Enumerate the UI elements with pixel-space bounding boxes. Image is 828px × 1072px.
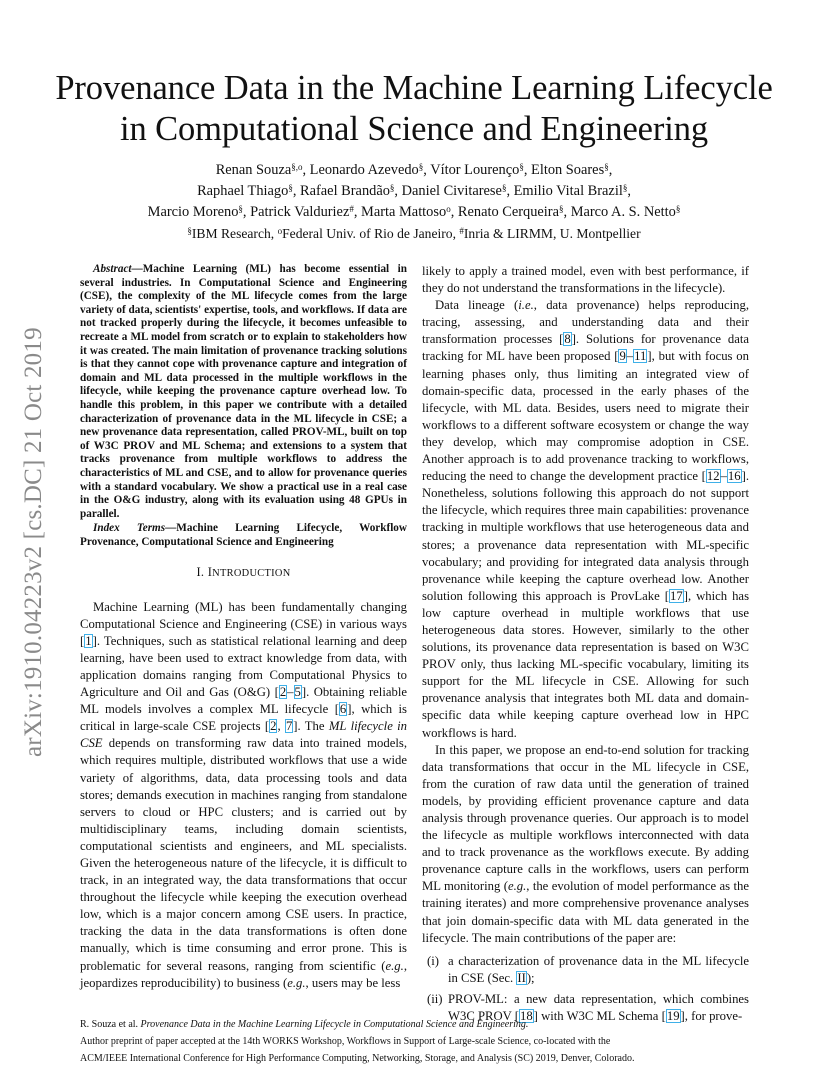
affiliations	[0, 223, 828, 244]
author-name: Emilio Vital Brazil	[513, 183, 623, 199]
citation-link[interactable]: 18	[519, 1009, 533, 1024]
affiliation-mark: o	[277, 226, 283, 236]
citation-link[interactable]: 16	[727, 469, 741, 484]
author-affiliation-mark: §	[501, 183, 507, 193]
abstract-label: Abstract	[93, 263, 132, 275]
citation-link[interactable]: 7	[285, 719, 293, 734]
author-affiliation-mark: §	[418, 162, 424, 172]
author-name: Leonardo Azevedo	[309, 162, 419, 178]
footer-line-3: ACM/IEEE International Conference for High Performance Computing, Networking, Storage, and Analysis (SC) 2019, Denver, Colorado.	[80, 1053, 635, 1064]
author-name: Renato Cerqueira	[457, 204, 559, 220]
author-line-2: Raphael Thiago§, Rafael Brandão§, Daniel Civitarese§, Emilio Vital Brazil§,	[197, 183, 631, 199]
author-affiliation-mark: §	[238, 204, 243, 214]
author-affiliation-mark: §	[558, 204, 564, 214]
author-name: Patrick Valduriez	[250, 204, 350, 220]
arxiv-stamp: arXiv:1910.04223v2 [cs.DC] 21 Oct 2019	[20, 327, 47, 757]
author-affiliation-mark: §	[675, 204, 681, 214]
abstract	[80, 263, 407, 521]
left-column	[80, 263, 407, 992]
contributions-list	[422, 953, 749, 1025]
author-affiliation-mark: o	[446, 204, 451, 214]
list-item: (ii) PROV-ML: a new data representation, which combines W3C PROV [18] with W3C ML Schema [19], for prove-	[427, 991, 749, 1024]
author-affiliation-mark: §	[604, 162, 609, 172]
author-name: Renan Souza	[215, 162, 292, 178]
author-name: Rafael Brandão	[300, 183, 390, 199]
author-line-1: Renan Souza$^{\S,o}$, Leonardo Azevedo§, Vítor Lourenço§, Elton Soares§,	[215, 162, 613, 178]
citation-link[interactable]: 2	[270, 719, 277, 734]
list-item: (i) a characterization of provenance data in the ML lifecycle in CSE (Sec. II);	[427, 953, 749, 985]
citation-link[interactable]: 1	[85, 633, 92, 648]
index-terms-text: —Machine Learning Lifecycle, Workflow Provenance, Computational Science and Engineering	[80, 522, 407, 548]
section-heading-introduction: I. INTRODUCTION	[196, 565, 291, 580]
citation-link[interactable]: 12	[706, 469, 720, 484]
author-name: Elton Soares	[531, 162, 605, 178]
author-affiliation-mark: #	[349, 204, 354, 214]
citation-link[interactable]: 2	[279, 685, 287, 700]
footer-line-1: R. Souza et al. Provenance Data in the Machine Learning Lifecycle in Computational Science and Engineering.	[80, 1019, 529, 1030]
title-line-1: Provenance Data in the Machine Learning Lifecycle	[55, 69, 773, 107]
author-block	[0, 160, 828, 244]
intro-paragraph-3: In this paper, we propose an end-to-end solution for tracking data transformations that occur in the ML lifecycle in CSE, from the curation of raw data until the generation of trained models, by providing efficient provenance capture and data analysis through provenance queries. Our approach is to model the lifecycle as multiple workflows interconnected with data and to track provenance as the workflows execute. By adding provenance capture calls in the workflows, users can perform ML monitoring (e.g., the evolution of model performance as the training iterates) and more comprehensive provenance analyses that join domain-specific data with ML data generated in the lifecycle. The main contributions of the paper are:	[422, 742, 749, 945]
page-footer	[80, 1016, 634, 1067]
author-name: Vítor Lourenço	[430, 162, 520, 178]
citation-link[interactable]: 6	[339, 702, 347, 717]
citation-link[interactable]: 5	[294, 685, 301, 700]
author-affiliation-mark: §	[519, 162, 524, 172]
affiliation-name: IBM Research,	[191, 226, 278, 241]
title-line-2: in Computational Science and Engineering	[119, 110, 709, 148]
affiliation-mark: #	[459, 226, 464, 236]
author-name: Marta Mattoso	[361, 204, 447, 220]
author-name: Daniel Civitarese	[401, 183, 502, 199]
citation-link[interactable]: 9	[619, 349, 626, 364]
index-terms	[80, 522, 407, 549]
citation-link[interactable]: 8	[564, 332, 571, 347]
index-terms-label: Index Terms	[93, 522, 166, 535]
author-name: Marco A. S. Netto	[570, 204, 676, 220]
paper-title	[0, 68, 828, 150]
author-affiliation-mark: §	[622, 183, 628, 193]
right-column	[422, 263, 749, 1029]
author-name: Marcio Moreno	[147, 204, 239, 220]
affiliation-name: Federal Univ. of Rio de Janeiro,	[282, 226, 460, 241]
author-name: Raphael Thiago	[197, 183, 289, 199]
intro-paragraph-2: Data lineage (i.e., data provenance) helps reproducing, tracing, assessing, and understanding data and their transformation processes [8]. Solutions for provenance data tracking for ML have been proposed [9–11], but with focus on learning phases only, thus limiting an integrated view of domain-specific data, processed in the early phases of the lifecycle, with ML data. Besides, users need to migrate their workflows to a different software ecosystem or change the way they develop, which may compromise adoption in CSE. Another approach is to add provenance tracking to workflows, reducing the need to change the development practice [12–16]. Nonetheless, solutions following this approach do not support the lifecycle, which requires three main capabilities: provenance tracking in multiple workflows that use heterogeneous data and stores; a provenance data representation with ML-specific vocabulary; and providing for integrated data analysis through provenance while keeping the capture overhead low. Another solution following this approach is ProvLake [17], which has low capture overhead in multiple workflows that use heterogeneous data stores. However, similarly to the other solutions, its provenance data representation is based on W3C PROV only, thus lacking ML-specific vocabulary, limiting its support for the ML lifecycle in CSE. Allowing for such provenance analysis that integrates both ML data and domain-specific data while keeping capture overhead low in HPC workflows is hard.	[422, 298, 750, 740]
section-link[interactable]: II	[517, 970, 526, 985]
citation-link[interactable]: 17	[670, 588, 683, 603]
author-affiliation-mark: §	[288, 183, 293, 193]
intro-paragraph-1: Machine Learning (ML) has been fundamentally changing Computational Science and Engineering (CSE) in various ways [1]. Techniques, such as statistical relational learning and deep learning, have been used to extract knowledge from data, with application domains ranging from Computational Physics to Agriculture and Oil and Gas (O&G) [2–5]. Obtaining reliable ML models involves a complex ML lifecycle [6], which is critical in large-scale CSE projects [2, 7]. The ML lifecycle in CSE depends on transforming raw data into trained models, which requires multiple, distributed workflows that use a wide variety of algorithms, data, data processing tools and data stores; demands execution in machines ranging from standalone servers to cloud or HPC clusters; and is carried out by multidisciplinary teams, including domain scientists, computational scientists and engineers, and ML specialists. Given the heterogeneous nature of the lifecycle, it is difficult to track, in an integrated way, the data transformations that occur throughout the lifecycle while keeping the execution overhead low, which is a major concern among CSE users. In practice, tracking the data in the data transformations is often done manually, which is time consuming and error prone. This is problematic for several reasons, ranging from scientific (e.g., jeopardizes reproducibility) to business (e.g., users may be less	[80, 599, 408, 990]
citation-link[interactable]: 19	[666, 1009, 680, 1024]
affiliation-mark: §	[187, 226, 192, 236]
abstract-text: —Machine Learning (ML) has become essential in several industries. In Computational Science and Engineering (CSE), the complexity of the ML lifecycle comes from the large variety of data, scientists' expertise, tools, and workflows. If data are not tracked properly during the lifecycle, it becomes unfeasible to recreate a ML model from scratch or to explain to stakeholders how it was created. The main limitation of provenance tracking solutions is that they cannot cope with provenance capture and integration of domain and ML data processed in the multiple workflows in the lifecycle, while keeping the provenance capture overhead low. To handle this problem, in this paper we contribute with a detailed characterization of provenance data in the ML lifecycle in CSE; a new provenance data representation, called PROV-ML, built on top of W3C PROV and ML Schema; and extensions to a system that tracks provenance from multiple workflows to address the characteristics of ML and CSE, and to allow for provenance queries with a standard vocabulary. We show a practical use in a real case in the O&G industry, along with its evaluation using 48 GPUs in parallel.	[80, 263, 407, 520]
author-affiliation-mark: §,o	[291, 162, 303, 172]
intro-paragraph-1-continued: likely to apply a trained model, even with best performance, if they do not understand the transformations in the lifecycle).	[422, 264, 749, 296]
citation-link[interactable]: 11	[634, 349, 647, 364]
author-line-3: Marcio Moreno§, Patrick Valduriez#, Marta Mattoso$^o$, Renato Cerqueira§, Marco A. S. Netto§	[147, 204, 681, 220]
affiliation-name: Inria & LIRMM, U. Montpellier	[463, 226, 641, 241]
author-affiliation-mark: §	[389, 183, 395, 193]
footer-line-2: Author preprint of paper accepted at the 14th WORKS Workshop, Workflows in Support of Large-scale Science, co-located with the	[80, 1036, 611, 1047]
